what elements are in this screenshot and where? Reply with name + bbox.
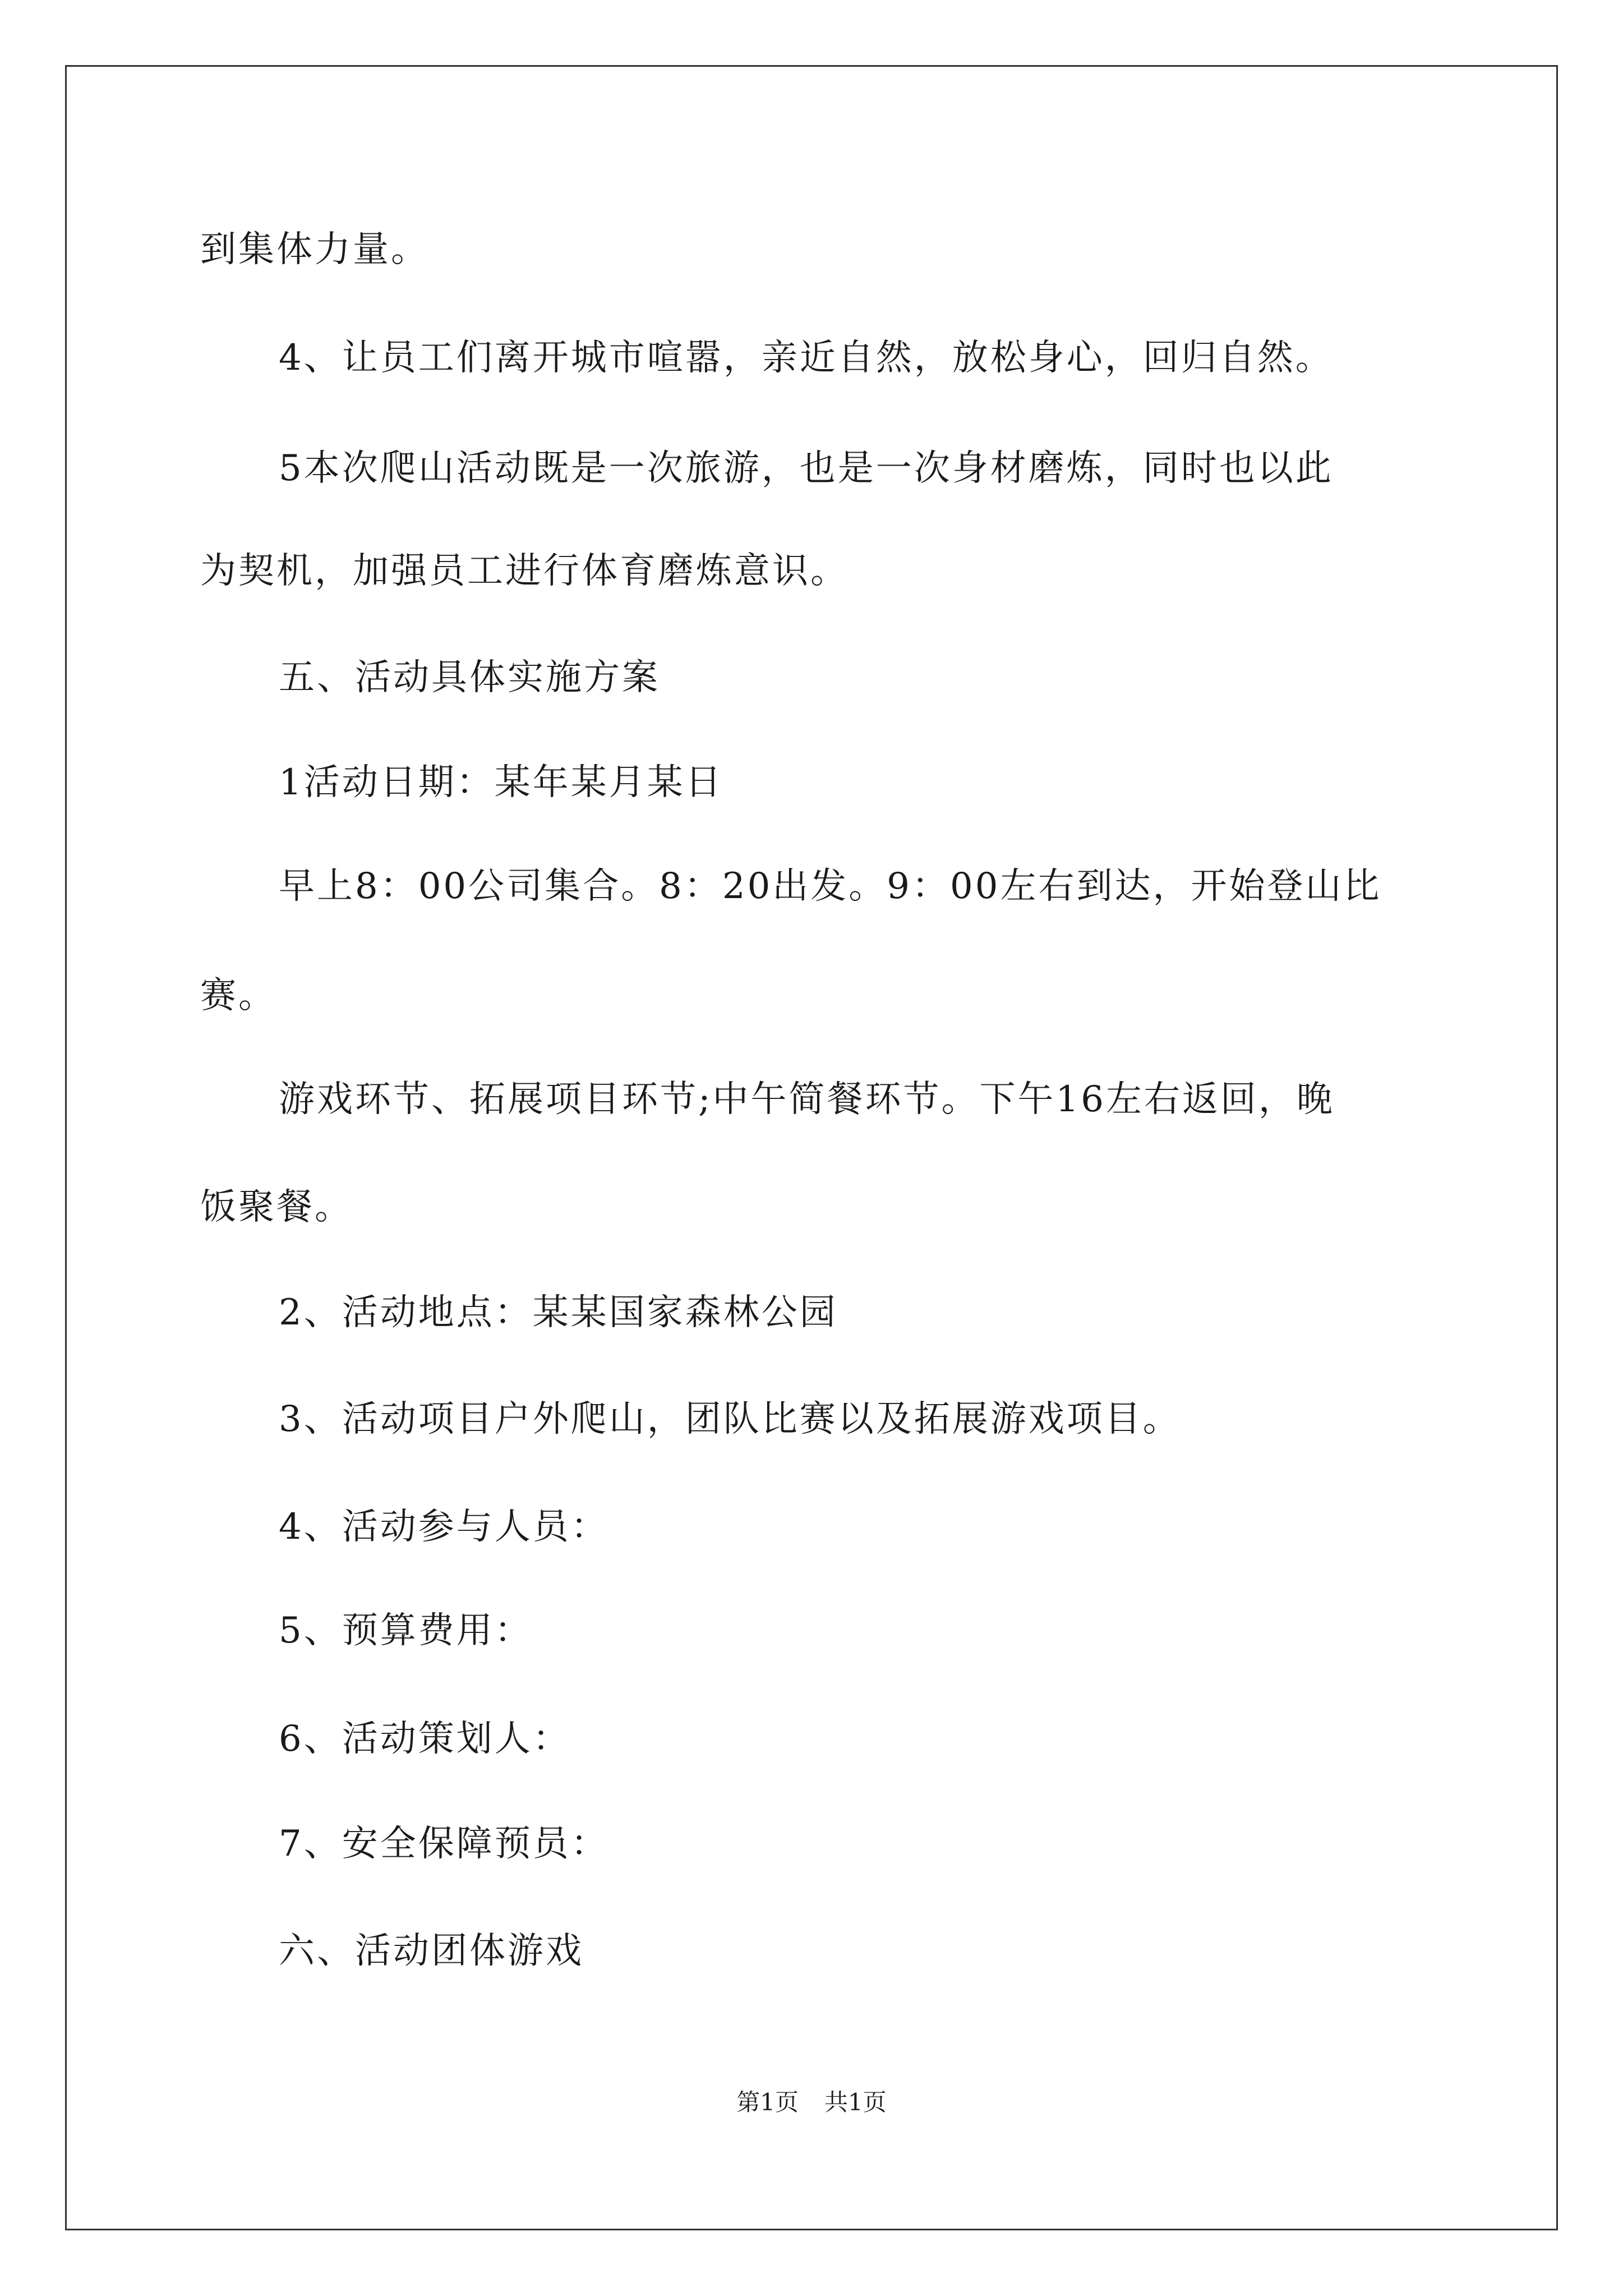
text-line-15: 6、活动策划人： [279, 1718, 571, 1760]
text-line-9: 游戏环节、拓展项目环节;中午简餐环节。下午16左右返回，晚 [279, 1079, 1335, 1120]
text-line-7: 早上8：00公司集合。8：20出发。9：00左右到达，开始登山比 [279, 866, 1382, 907]
section-heading-5: 五、活动具体实施方案 [279, 657, 660, 698]
text-line-11: 2、活动地点：某某国家森林公园 [279, 1292, 838, 1333]
text-line-2: 4、让员工们离开城市喧嚣，亲近自然，放松身心，回归自然。 [279, 337, 1334, 379]
text-line-14: 5、预算费用： [279, 1610, 533, 1651]
text-line-1: 到集体力量。 [200, 229, 429, 270]
text-line-3: 5本次爬山活动既是一次旅游，也是一次身材磨炼，同时也以此 [279, 448, 1334, 489]
section-heading-17: 六、活动团体游戏 [279, 1930, 584, 1972]
page-border [65, 65, 1558, 2230]
text-line-8: 赛。 [200, 975, 276, 1016]
text-line-10: 饭聚餐。 [200, 1186, 353, 1228]
text-line-16: 7、安全保障预员： [279, 1823, 609, 1865]
text-line-12: 3、活动项目户外爬山，团队比赛以及拓展游戏项目。 [279, 1398, 1181, 1440]
text-line-6: 1活动日期：某年某月某日 [279, 762, 723, 803]
page-number: 第1页 [736, 2088, 799, 2116]
page-footer [0, 2086, 1623, 2119]
text-line-13: 4、活动参与人员： [279, 1506, 609, 1548]
text-line-4: 为契机，加强员工进行体育磨炼意识。 [200, 550, 849, 592]
page-total: 共1页 [824, 2088, 887, 2116]
